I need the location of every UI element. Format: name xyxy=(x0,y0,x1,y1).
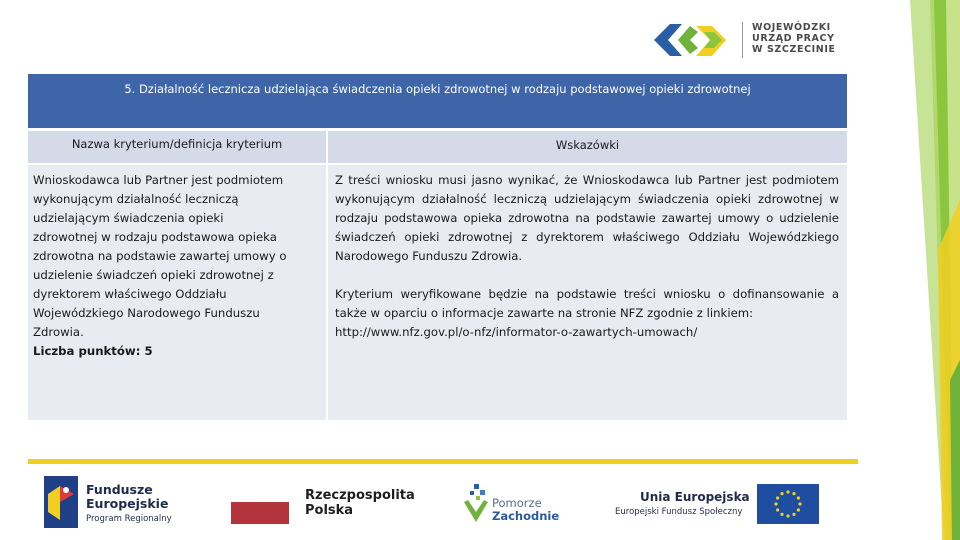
wup-name xyxy=(752,22,836,55)
rp-line: Polska xyxy=(305,503,354,518)
definition-line: wykonującym działalność leczniczą xyxy=(33,192,239,206)
logo-divider xyxy=(742,22,743,58)
definition-line: Wojewódzkiego Narodowego Funduszu xyxy=(33,306,260,320)
eu-stars-icon xyxy=(757,484,819,524)
rp-line: Rzeczpospolita xyxy=(305,488,415,503)
eu-flag-icon xyxy=(757,484,819,524)
definition-line: dyrektorem właściwego Oddziału xyxy=(33,287,227,301)
hints-paragraph-2: Kryterium weryfikowane będzie na podstawie treści wniosku o dofinansowanie a także w oparciu o informacje zawarte na stronie NFZ zgodnie z linkiem: xyxy=(335,287,839,320)
fe-name xyxy=(86,483,168,511)
pomorze-zachodnie-icon xyxy=(462,482,490,526)
poland-flag-icon xyxy=(231,502,289,524)
wup-emblem-icon xyxy=(652,18,732,62)
definition-line: Zdrowia. xyxy=(33,325,84,339)
definition-line: zdrowotna na podstawie zawartej umowy o xyxy=(33,249,287,263)
fe-line: Fundusze xyxy=(86,482,153,497)
fe-line: Europejskie xyxy=(86,496,169,511)
definition-line: udzielającym świadczenia opieki xyxy=(33,211,224,225)
hints-paragraph-1: Z treści wniosku musi jasno wynikać, że Wnioskodawca lub Partner jest podmiotem wykonującym działalność leczniczą udzielającym świadczenia opieki zdrowotnej w rodzaju podstawowa opieka zdrowotna na podstawie zawartej umowy o udzielenie świadczeń opieki zdrowotnej z dyrektorem właściwego Oddziału Wojewódzkiego Narodowego Funduszu Zdrowia. xyxy=(335,173,839,263)
points-label: Liczba punktów: 5 xyxy=(33,344,153,358)
criterion-title: 5. Działalność lecznicza udzielająca świadczenia opieki zdrowotnej w rodzaju podstawowej opieki zdrowotnej xyxy=(28,74,847,128)
decorative-stripes xyxy=(850,0,960,540)
wup-name-line: URZĄD PRACY xyxy=(752,33,835,44)
nfz-link[interactable]: http://www.nfz.gov.pl/o-nfz/informator-o-zawartych-umowach/ xyxy=(335,325,698,339)
criterion-definition-cell xyxy=(28,165,326,420)
footer-divider xyxy=(28,459,858,464)
wup-name-line: W SZCZECINIE xyxy=(752,44,836,55)
hints-cell xyxy=(328,165,847,420)
column-header-criterion: Nazwa kryterium/definicja kryterium xyxy=(28,131,326,163)
definition-line: zdrowotnej w rodzaju podstawowa opieka xyxy=(33,230,277,244)
pz-line: Zachodnie xyxy=(492,509,560,523)
pz-name xyxy=(492,497,559,523)
ue-title: Unia Europejska xyxy=(640,490,750,504)
wup-logo xyxy=(652,18,836,64)
rp-name xyxy=(305,488,415,518)
poland-flag-white xyxy=(231,481,289,502)
column-header-hints: Wskazówki xyxy=(328,131,847,163)
ue-subtitle: Europejski Fundusz Społeczny xyxy=(615,507,743,517)
fundusze-europejskie-icon xyxy=(44,476,78,528)
wup-name-line: WOJEWÓDZKI xyxy=(752,22,831,33)
definition-line: udzielenie świadczeń opieki zdrowotnej z xyxy=(33,268,274,282)
definition-line: Wnioskodawca lub Partner jest podmiotem xyxy=(33,173,284,187)
fe-subtitle: Program Regionalny xyxy=(86,514,172,524)
pz-line: Pomorze xyxy=(492,496,542,510)
